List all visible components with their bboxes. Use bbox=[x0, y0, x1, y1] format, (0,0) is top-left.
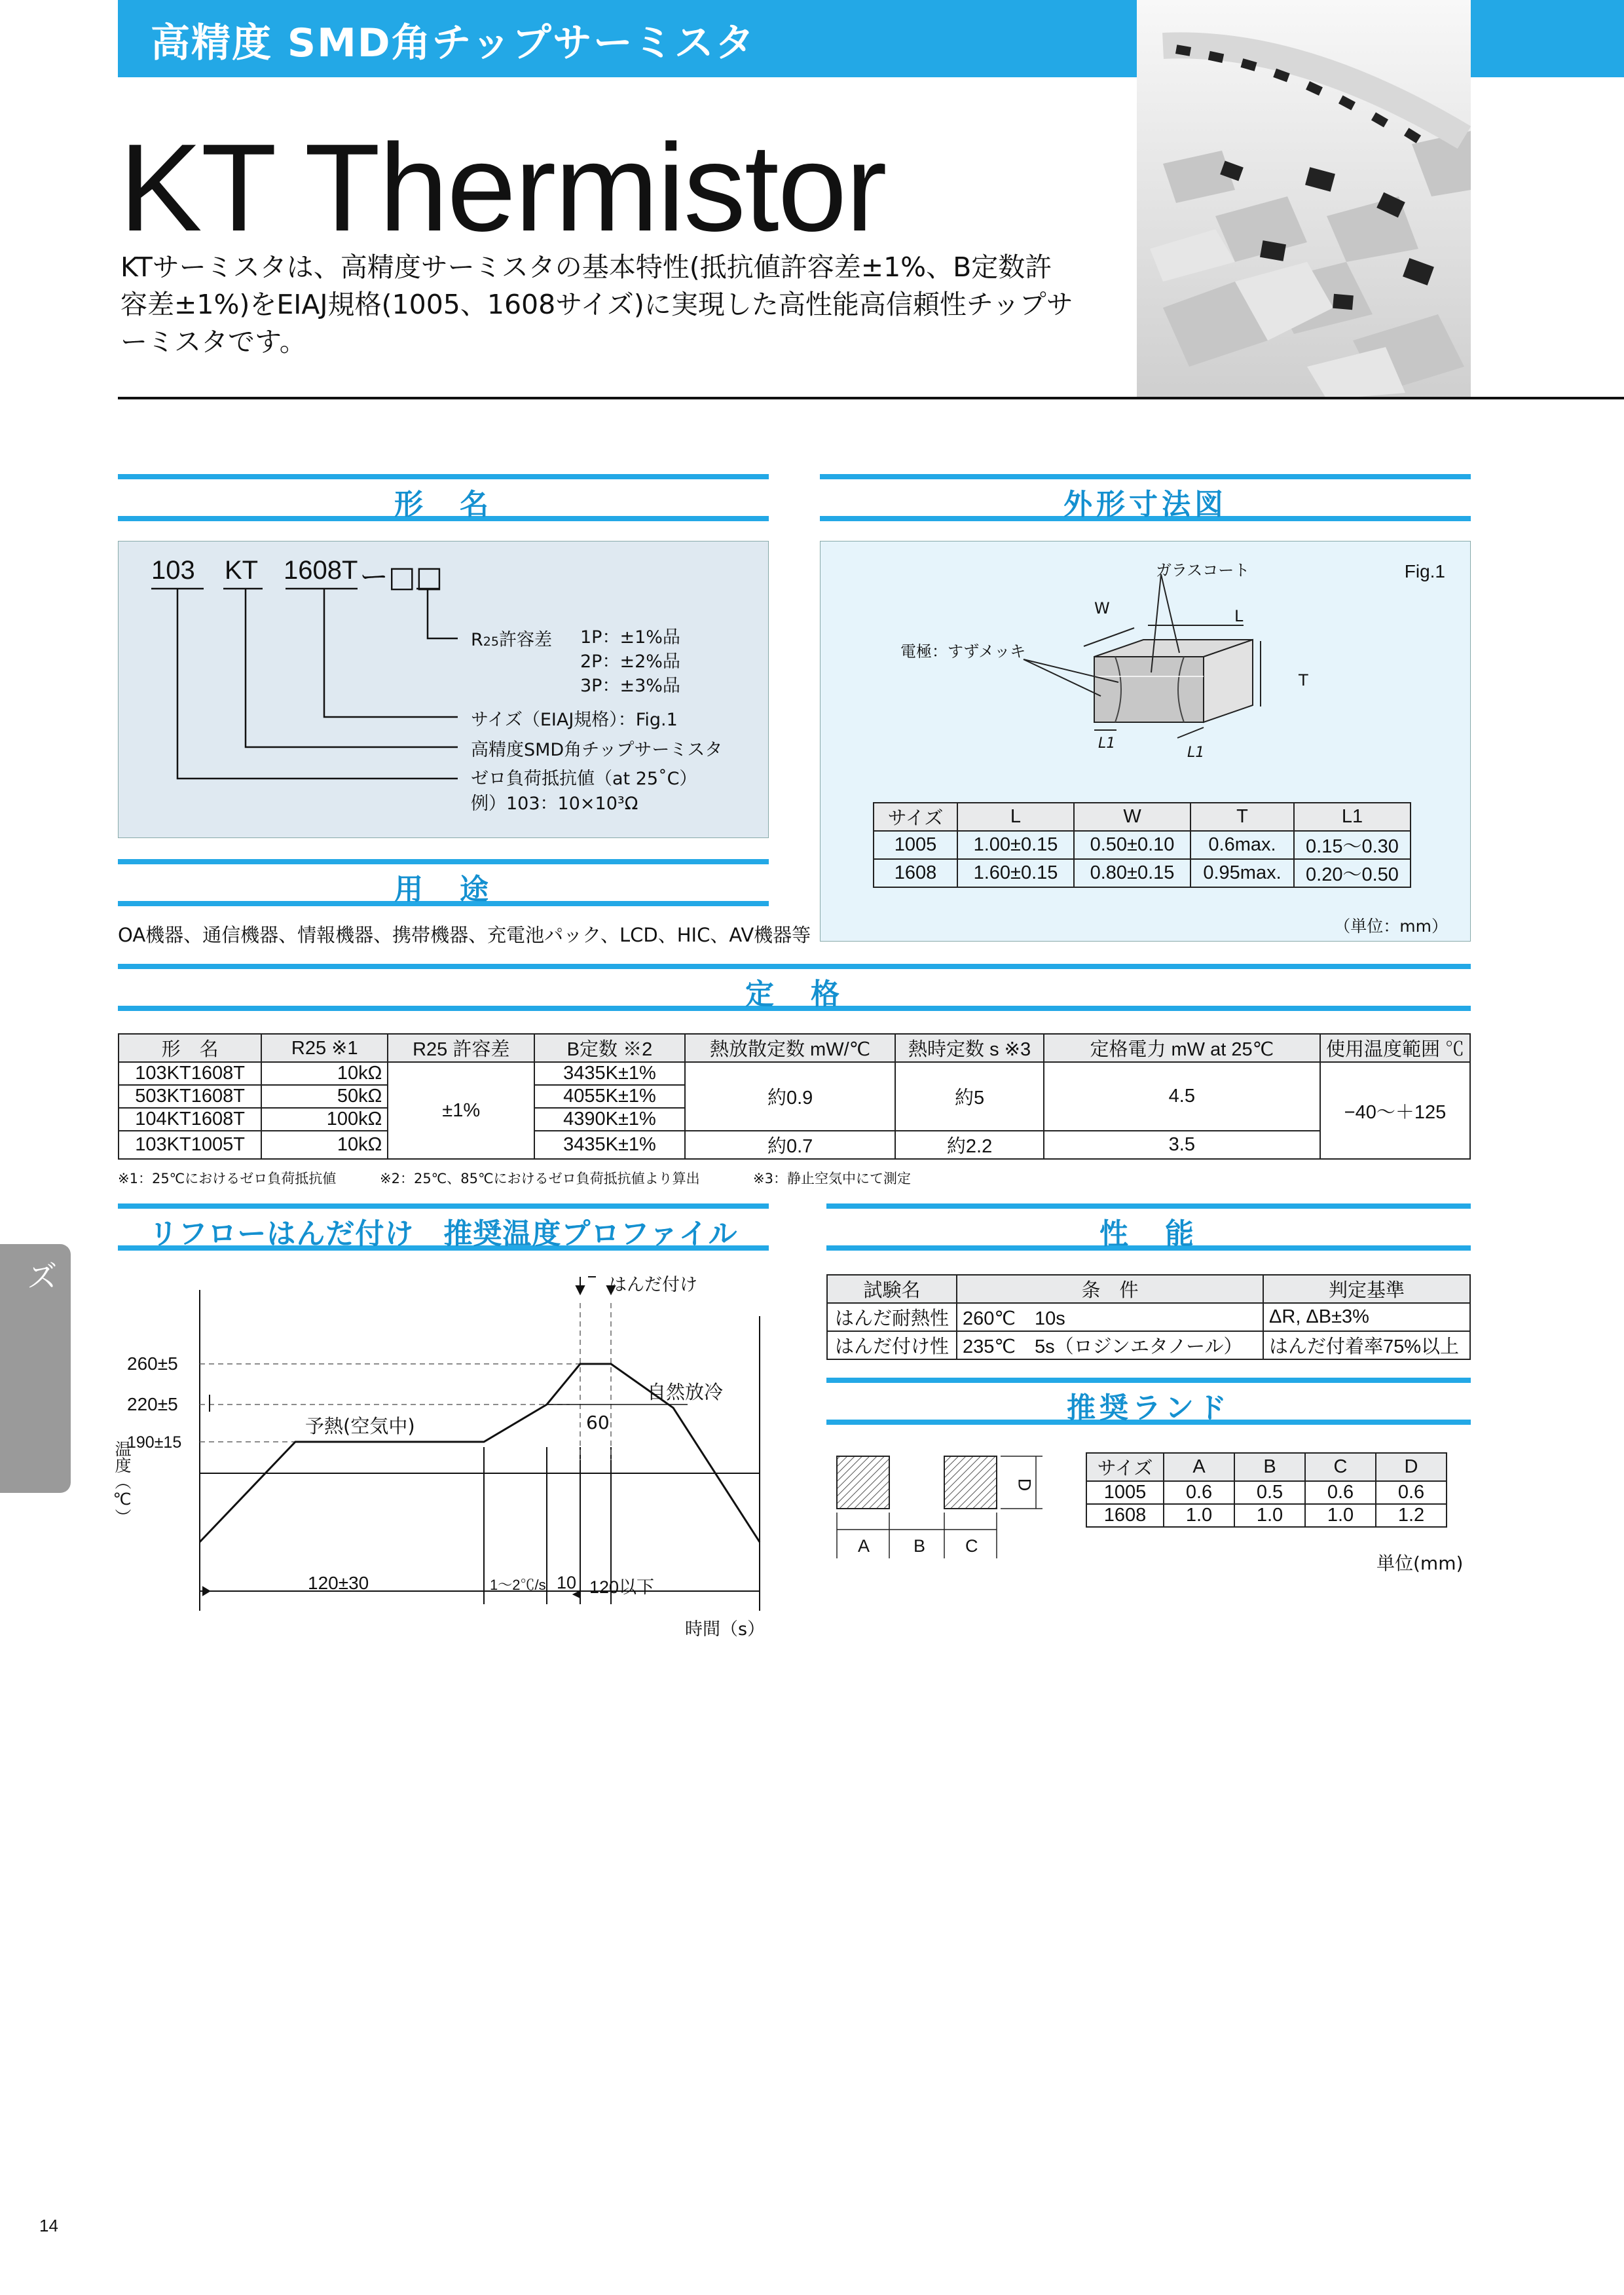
usage-text: OA機器、通信機器、情報機器、携帯機器、充電池パック、LCD、HIC、AV機器等 bbox=[118, 924, 811, 946]
part-number-box bbox=[118, 541, 769, 838]
section-title-dimension: 外形寸法図 bbox=[1063, 488, 1227, 521]
x-seg-peak: 10 bbox=[557, 1573, 577, 1592]
spec-table: 形 名 R25 ※1 R25 許容差 B定数 ※2 熱放散定数 mW/℃ 熱時定数 s ※3 定格電力 mW at 25℃ 使用温度範囲 ℃ 103KT1608T 10kΩ ±1% 3435K±1% 約0.9 約5 4.5 −40〜＋125 503KT1608T 50kΩ 4055K±1% 104KT1608T 100kΩ 4390K±1% 103KT1005T 10kΩ 3435K±1% 約0.7 約2.2 3.5 bbox=[118, 1033, 1471, 1160]
section-header-reflow bbox=[118, 1203, 769, 1251]
dimension-unit: （単位：mm） bbox=[1334, 917, 1448, 936]
product-photo bbox=[1137, 0, 1471, 399]
title-divider bbox=[118, 397, 1624, 399]
section-title-spec: 定 格 bbox=[745, 978, 843, 1011]
table-row: 1608 1.60±0.15 0.80±0.15 0.95max. 0.20〜0.50 bbox=[874, 859, 1411, 887]
x-seg-ramp: 1〜2℃/s bbox=[490, 1577, 546, 1593]
spec-note-2: ※2：25℃、85℃におけるゼロ負荷抵抗値より算出 bbox=[380, 1171, 700, 1186]
glass-coat-label: ガラスコート bbox=[1156, 561, 1250, 579]
land-unit: 単位(mm) bbox=[1376, 1552, 1464, 1574]
table-row: はんだ耐熱性 260℃ 10s ΔR, ΔB±3% bbox=[827, 1303, 1470, 1331]
table-row: 1005 1.00±0.15 0.50±0.10 0.6max. 0.15〜0.30 bbox=[874, 831, 1411, 859]
section-title-reflow: リフローはんだ付け 推奨温度プロファイル bbox=[149, 1217, 738, 1251]
side-tab-label: 面実装シリーズ bbox=[21, 1260, 103, 1464]
type-label: 高精度SMD角チップサーミスタ bbox=[471, 740, 723, 760]
header-band-title: 高精度 SMD角チップサーミスタ bbox=[151, 20, 756, 66]
section-title-usage: 用 途 bbox=[394, 873, 492, 906]
land-d-label: D bbox=[1014, 1478, 1035, 1492]
x-axis-label: 時間（s） bbox=[685, 1619, 766, 1640]
section-header-dimension bbox=[820, 474, 1471, 521]
reflow-profile-chart bbox=[111, 1264, 773, 1630]
size-label: サイズ（EIAJ規格）：Fig.1 bbox=[471, 710, 678, 730]
page-title: KT Thermistor bbox=[119, 119, 886, 257]
page-number: 14 bbox=[39, 2216, 58, 2235]
part-code-series: 103 bbox=[151, 556, 195, 585]
table-row: 103KT1005T 10kΩ 3435K±1% 約0.7 約2.2 3.5 bbox=[119, 1131, 1470, 1159]
part-code-kt: KT bbox=[225, 556, 259, 585]
peak-time-label: 60 bbox=[586, 1412, 610, 1433]
section-title-name: 形 名 bbox=[394, 488, 492, 521]
l1-label-left: L1 bbox=[1098, 735, 1116, 752]
y-tick-220: 220±5 bbox=[127, 1394, 178, 1414]
series-side-tab bbox=[0, 1244, 103, 1493]
electrode-label: 電極：すずメッキ bbox=[900, 642, 1026, 661]
tolerance-options: 1P：±1%品 2P：±2%品 3P：±3%品 bbox=[580, 627, 680, 696]
resistance-label: ゼロ負荷抵抗値（at 25˚C） 例）103：10×10³Ω bbox=[471, 769, 697, 814]
section-header-performance bbox=[826, 1203, 1471, 1251]
solder-label: はんだ付け bbox=[609, 1275, 697, 1295]
land-a-label: A bbox=[858, 1536, 870, 1556]
tolerance-label: R25許容差 bbox=[471, 630, 552, 650]
section-header-usage bbox=[118, 859, 769, 906]
preheat-label: 予熱(空気中) bbox=[305, 1415, 415, 1437]
land-c-label: C bbox=[965, 1536, 978, 1556]
table-row: はんだ付け性 235℃ 5s（ロジンエタノール） はんだ付着率75%以上 bbox=[827, 1331, 1470, 1359]
y-axis-label: 温度（℃） bbox=[113, 1441, 132, 1525]
fig-label: Fig.1 bbox=[1404, 561, 1445, 581]
spec-note-3: ※3：静止空気中にて測定 bbox=[753, 1171, 911, 1186]
l1-label-right: L1 bbox=[1187, 744, 1205, 761]
w-label: W bbox=[1094, 599, 1110, 617]
table-row: 103KT1608T 10kΩ ±1% 3435K±1% 約0.9 約5 4.5 −40〜＋125 bbox=[119, 1062, 1470, 1085]
t-label: T bbox=[1299, 671, 1308, 689]
section-title-performance: 性 能 bbox=[1099, 1217, 1198, 1251]
y-tick-260: 260±5 bbox=[127, 1353, 178, 1374]
y-tick-190: 190±15 bbox=[127, 1433, 182, 1452]
section-header-spec bbox=[118, 964, 1471, 1011]
cooling-label: 自然放冷 bbox=[647, 1381, 724, 1403]
spec-note-1: ※1：25℃におけるゼロ負荷抵抗値 bbox=[118, 1171, 337, 1186]
section-header-name bbox=[118, 474, 769, 521]
land-b-label: B bbox=[913, 1536, 926, 1556]
part-code-tolerance: ー□□ bbox=[360, 560, 443, 594]
part-code-size: 1608T bbox=[284, 556, 358, 585]
x-seg-preheat: 120±30 bbox=[308, 1573, 369, 1593]
table-row: 1005 0.6 0.5 0.6 0.6 bbox=[1086, 1481, 1447, 1504]
dimension-table: サイズ L W T L1 1005 1.00±0.15 0.50±0.10 0.6max. 0.15〜0.30 1608 1.60±0.15 0.80±0.15 0.95max. 0.20〜0.50 bbox=[873, 802, 1411, 888]
section-header-land bbox=[826, 1378, 1471, 1425]
table-row: 104KT1608T 100kΩ 4390K±1% bbox=[119, 1108, 1470, 1131]
x-seg-cool: 120以下 bbox=[589, 1577, 655, 1597]
land-pattern-drawing bbox=[826, 1447, 1062, 1578]
table-row: 1608 1.0 1.0 1.0 1.2 bbox=[1086, 1504, 1447, 1527]
section-title-land: 推奨ランド bbox=[1067, 1391, 1230, 1425]
l-label: L bbox=[1234, 607, 1244, 625]
table-row: 503KT1608T 50kΩ 4055K±1% bbox=[119, 1085, 1470, 1108]
dimension-box bbox=[820, 541, 1471, 942]
performance-table: 試験名 条 件 判定基準 はんだ耐熱性 260℃ 10s ΔR, ΔB±3% はんだ付け性 235℃ 5s（ロジンエタノール） はんだ付着率75%以上 bbox=[826, 1274, 1471, 1360]
intro-text: KTサーミスタは、高精度サーミスタの基本特性(抵抗値許容差±1%、B定数許容差±1%)をEIAJ規格(1005、1608サイズ)に実現した高性能高信頼性チップサーミスタです。 bbox=[120, 251, 1073, 358]
land-table: サイズ A B C D 1005 0.6 0.5 0.6 0.6 1608 1.0 1.0 1.0 1.2 bbox=[1086, 1452, 1447, 1528]
